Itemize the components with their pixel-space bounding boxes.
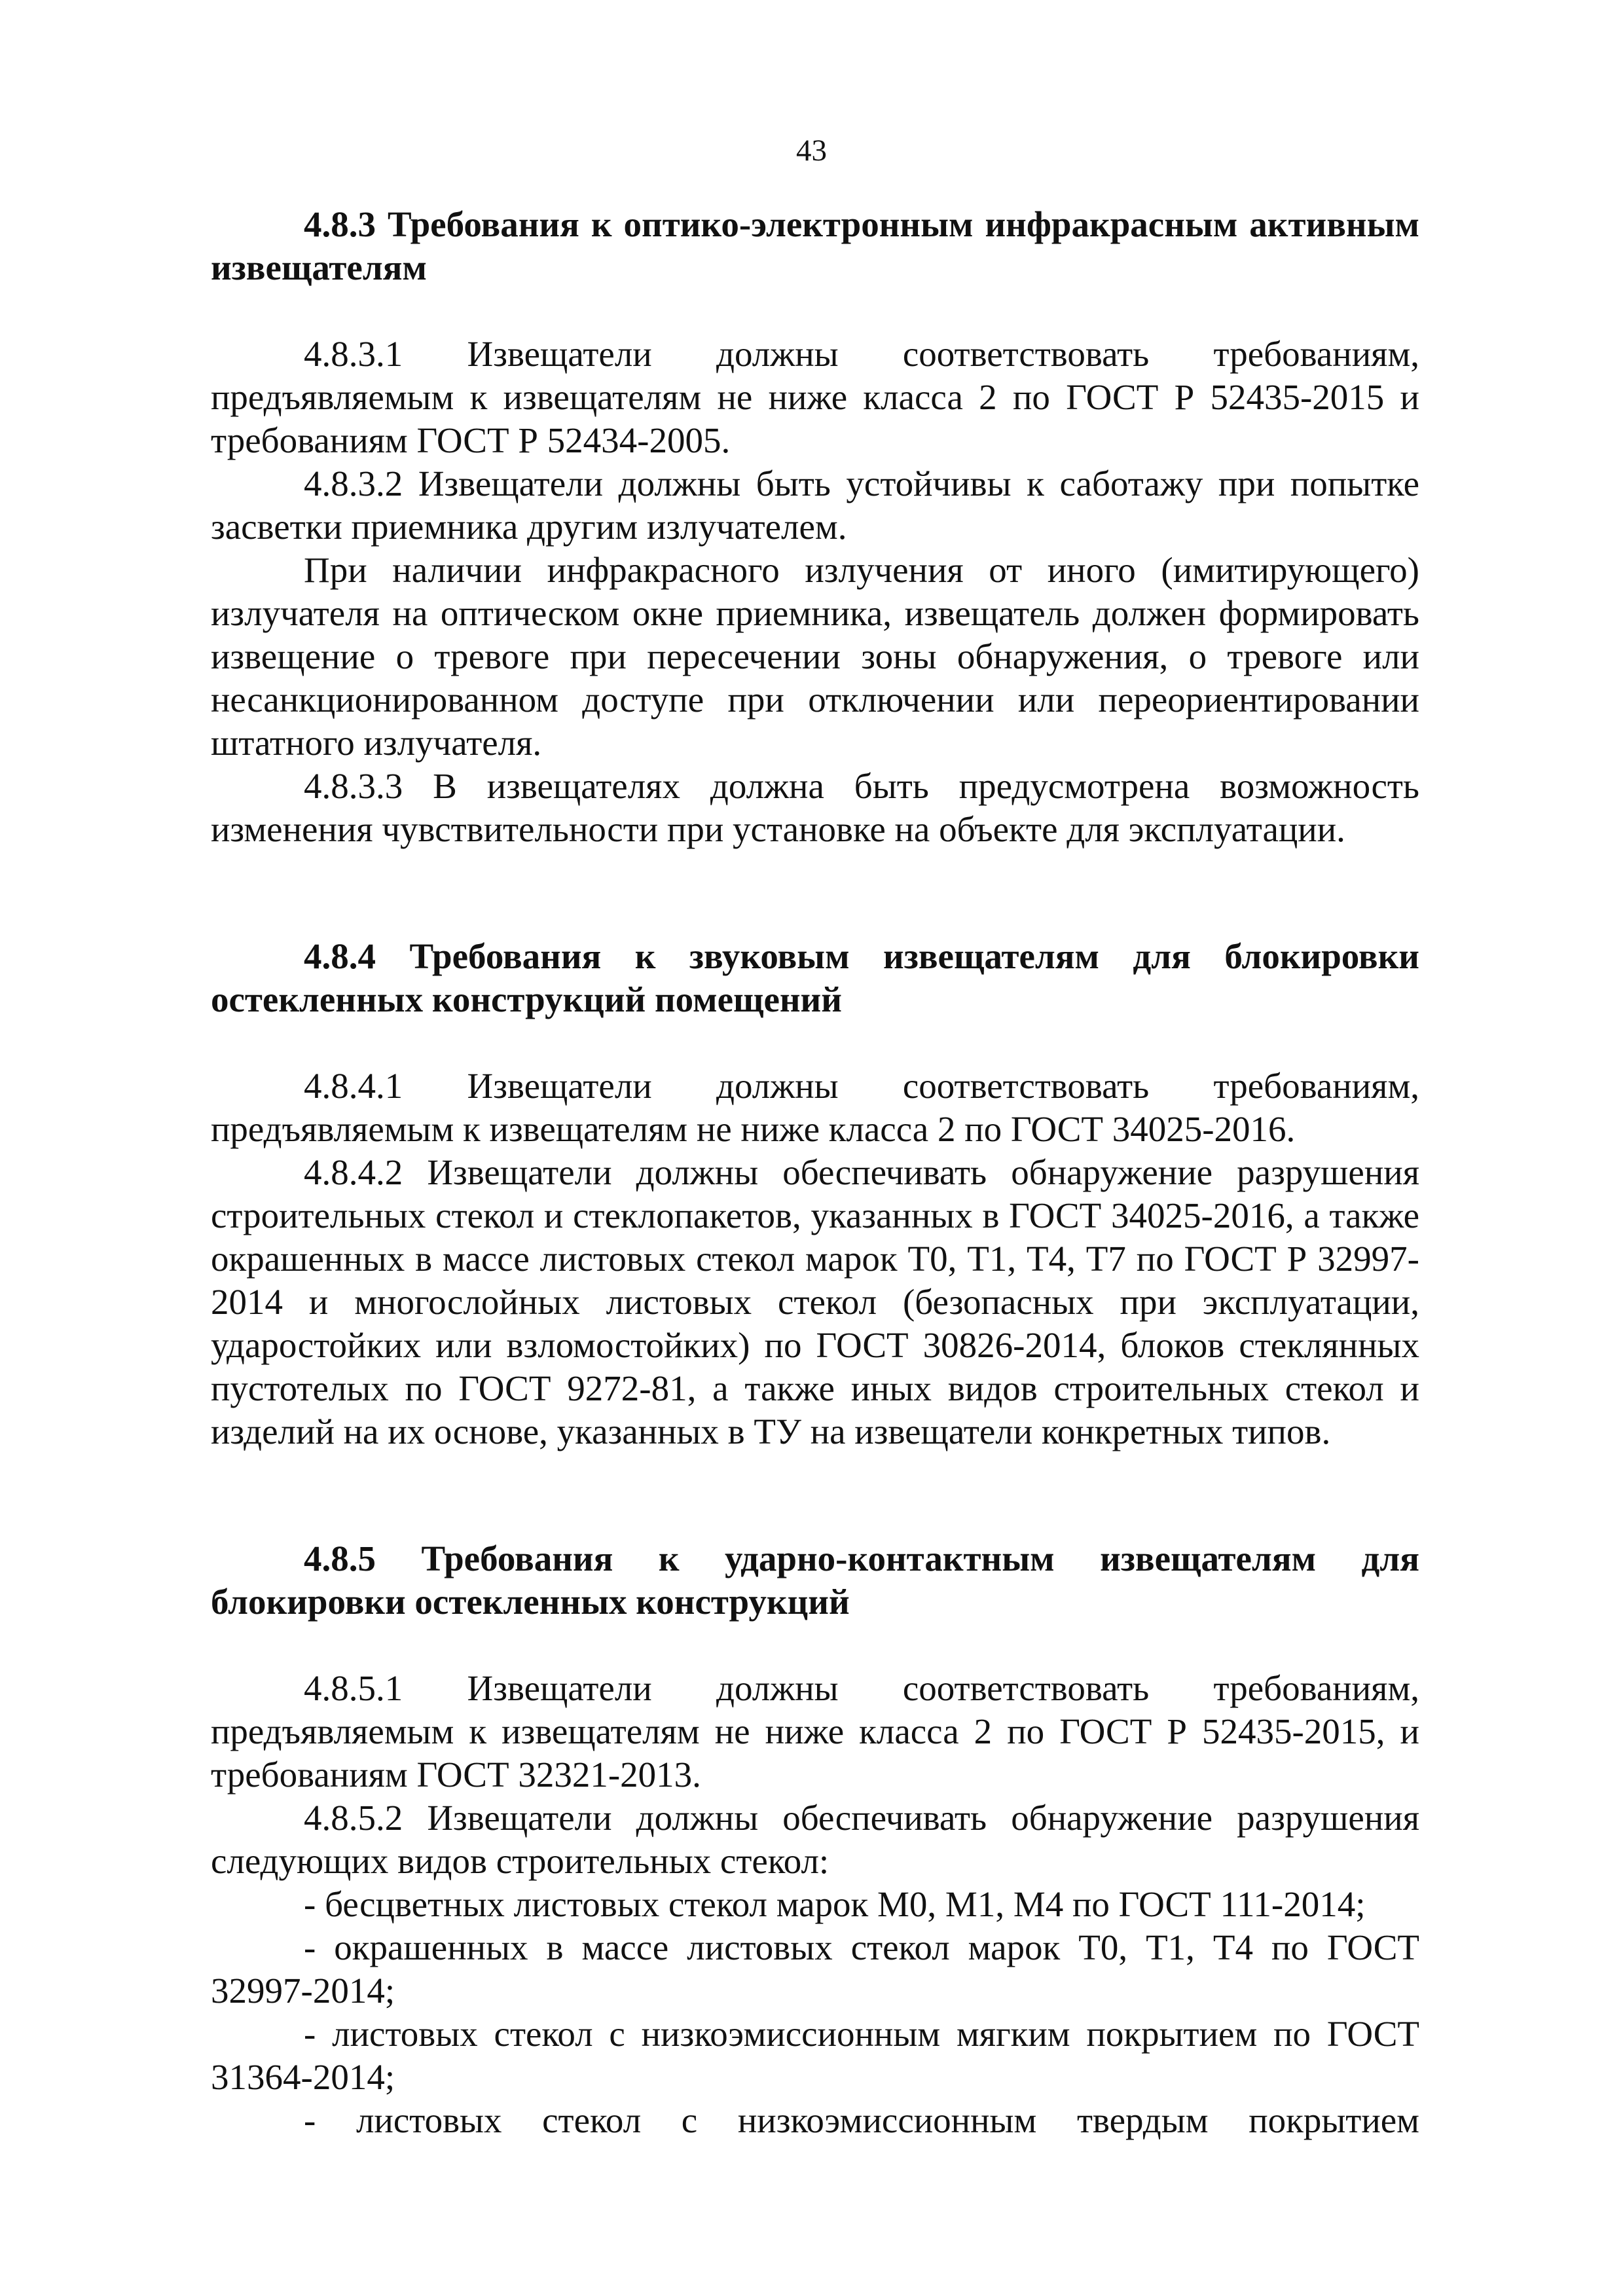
paragraph-4-8-3-1: 4.8.3.1 Извещатели должны соответствовать требованиям, предъявляемым к извещателям не ниже класса 2 по ГОСТ Р 52435-2015 и требованиям ГОСТ Р 52434-2005. [211,334,1419,460]
paragraph-4-8-5-1: 4.8.5.1 Извещатели должны соответствовать требованиям, предъявляемым к извещателям не ниже класса 2 по ГОСТ Р 52435-2015, и требованиям ГОСТ 32321-2013. [211,1668,1419,1795]
paragraph-4-8-3-2: 4.8.3.2 Извещатели должны быть устойчивы к саботажу при попытке засветки приемника другим излучателем. [211,464,1419,547]
list-item: - бесцветных листовых стекол марок М0, М1, М4 по ГОСТ 111-2014; [304,1884,1366,1924]
page-number: 43 [796,134,827,168]
paragraph-4-8-5-2: 4.8.5.2 Извещатели должны обеспечивать обнаружение разрушения следующих видов строительных стекол: [211,1798,1419,1881]
section-heading-4-8-3: 4.8.3 Требования к оптико-электронным инфракрасным активным извещателям [211,204,1419,287]
section-heading-4-8-4: 4.8.4 Требования к звуковым извещателям для блокировки остекленных конструкций помещений [211,936,1419,1019]
document-body [211,203,1419,2142]
section-heading-4-8-5: 4.8.5 Требования к ударно-контактным извещателям для блокировки остекленных конструкций [211,1539,1419,1622]
list-item: - листовых стекол с низкоэмиссионным мягким покрытием по ГОСТ 31364-2014; [211,2014,1419,2097]
paragraph-4-8-4-1: 4.8.4.1 Извещатели должны соответствовать требованиям, предъявляемым к извещателям не ниже класса 2 по ГОСТ 34025-2016. [211,1066,1419,1149]
paragraph-4-8-3-2-continued: При наличии инфракрасного излучения от иного (имитирующего) излучателя на оптическом окне приемника, извещатель должен формировать извещение о тревоге при пересечении зоны обнаружения, о тревоге или несанкционированном доступе при отключении или переориентировании штатного излучателя. [211,550,1419,763]
list-item: - листовых стекол с низкоэмиссионным твердым покрытием [304,2100,1419,2140]
paragraph-4-8-3-3: 4.8.3.3 В извещателях должна быть предусмотрена возможность изменения чувствительности при установке на объекте для эксплуатации. [211,766,1419,849]
list-item: - окрашенных в массе листовых стекол марок Т0, Т1, Т4 по ГОСТ 32997-2014; [211,1927,1419,2011]
paragraph-4-8-4-2: 4.8.4.2 Извещатели должны обеспечивать обнаружение разрушения строительных стекол и стеклопакетов, указанных в ГОСТ 34025-2016, а также окрашенных в массе листовых стекол марок Т0, Т1, Т4, Т7 по ГОСТ Р 32997-2014 и многослойных листовых стекол (безопасных при эксплуатации, ударостойких или взломостойких) по ГОСТ 30826-2014, блоков стеклянных пустотелых по ГОСТ 9272-81, а также иных видов строительных стекол и изделий на их основе, указанных в ТУ на извещатели конкретных типов. [211,1152,1419,1451]
